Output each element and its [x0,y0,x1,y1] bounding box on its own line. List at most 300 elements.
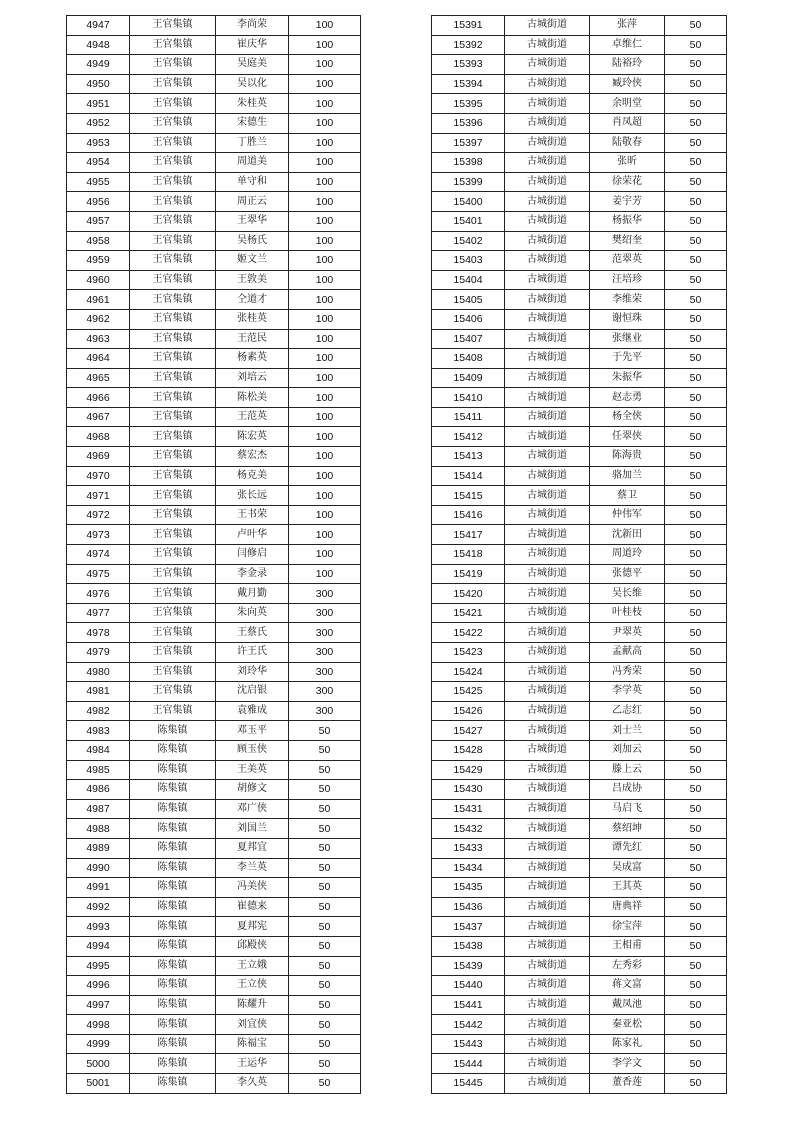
name-cell: 陈松美 [216,388,289,408]
name-cell: 陈海贵 [590,447,665,467]
name-cell: 李兰英 [216,858,289,878]
town-cell: 王官集镇 [130,55,216,75]
name-cell: 夏邦宜 [216,838,289,858]
row-number-cell: 15434 [432,858,505,878]
town-cell: 古城街道 [505,721,590,741]
row-number-cell: 4978 [67,623,130,643]
town-cell: 陈集镇 [130,1074,216,1094]
name-cell: 陈福宝 [216,1034,289,1054]
amount-cell: 100 [289,349,361,369]
name-cell: 吴成富 [590,858,665,878]
name-cell: 谢恒珠 [590,309,665,329]
name-cell: 王范民 [216,329,289,349]
table-row [432,172,727,192]
name-cell: 卓维仁 [590,35,665,55]
row-number-cell: 4975 [67,564,130,584]
town-cell: 古城街道 [505,976,590,996]
name-cell: 谭先红 [590,838,665,858]
town-cell: 古城街道 [505,917,590,937]
amount-cell: 50 [289,1074,361,1094]
table-row [67,858,361,878]
table-row [67,760,361,780]
town-cell: 王官集镇 [130,16,216,36]
row-number-cell: 15443 [432,1034,505,1054]
table-row [67,838,361,858]
town-cell: 陈集镇 [130,799,216,819]
name-cell: 崔庆华 [216,35,289,55]
row-number-cell: 4971 [67,486,130,506]
amount-cell: 100 [289,16,361,36]
amount-cell: 100 [289,290,361,310]
town-cell: 古城街道 [505,447,590,467]
row-number-cell: 15398 [432,153,505,173]
row-number-cell: 4981 [67,682,130,702]
name-cell: 朱桂英 [216,94,289,114]
name-cell: 李尚荣 [216,16,289,36]
row-number-cell: 15393 [432,55,505,75]
table-row [67,251,361,271]
row-number-cell: 15427 [432,721,505,741]
name-cell: 吴庭美 [216,55,289,75]
table-row [67,55,361,75]
amount-cell: 50 [665,643,727,663]
name-cell: 朱振华 [590,368,665,388]
table-row [432,603,727,623]
town-cell: 陈集镇 [130,956,216,976]
table-row [67,976,361,996]
name-cell: 冯秀荣 [590,662,665,682]
amount-cell: 100 [289,545,361,565]
row-number-cell: 15433 [432,838,505,858]
town-cell: 古城街道 [505,251,590,271]
amount-cell: 50 [665,525,727,545]
table-row [432,309,727,329]
amount-cell: 50 [665,16,727,36]
amount-cell: 50 [665,936,727,956]
name-cell: 张桂英 [216,309,289,329]
town-cell: 王官集镇 [130,133,216,153]
name-cell: 于先平 [590,349,665,369]
row-number-cell: 15431 [432,799,505,819]
town-cell: 陈集镇 [130,1054,216,1074]
amount-cell: 300 [289,643,361,663]
amount-cell: 100 [289,211,361,231]
town-cell: 王官集镇 [130,447,216,467]
name-cell: 张长远 [216,486,289,506]
town-cell: 古城街道 [505,1054,590,1074]
row-number-cell: 15439 [432,956,505,976]
table-row [67,1054,361,1074]
row-number-cell: 4965 [67,368,130,388]
table-row [67,447,361,467]
row-number-cell: 4957 [67,211,130,231]
amount-cell: 50 [665,721,727,741]
amount-cell: 50 [665,231,727,251]
amount-cell: 50 [665,35,727,55]
amount-cell: 50 [665,329,727,349]
table-row [432,427,727,447]
amount-cell: 50 [665,1034,727,1054]
town-cell: 王官集镇 [130,603,216,623]
name-cell: 骆加兰 [590,466,665,486]
row-number-cell: 4955 [67,172,130,192]
table-row [432,564,727,584]
row-number-cell: 15406 [432,309,505,329]
table-row [67,564,361,584]
row-number-cell: 15409 [432,368,505,388]
town-cell: 王官集镇 [130,486,216,506]
name-cell: 刘加云 [590,740,665,760]
amount-cell: 100 [289,172,361,192]
town-cell: 王官集镇 [130,35,216,55]
right-roster-table [431,15,727,1094]
town-cell: 古城街道 [505,329,590,349]
town-cell: 陈集镇 [130,976,216,996]
name-cell: 陆敬春 [590,133,665,153]
name-cell: 臧玲侠 [590,74,665,94]
table-row [67,349,361,369]
town-cell: 王官集镇 [130,564,216,584]
row-number-cell: 15430 [432,780,505,800]
row-number-cell: 4968 [67,427,130,447]
town-cell: 古城街道 [505,368,590,388]
table-row [67,995,361,1015]
table-row [67,662,361,682]
town-cell: 王官集镇 [130,309,216,329]
table-row [432,584,727,604]
name-cell: 张昕 [590,153,665,173]
name-cell: 仝道才 [216,290,289,310]
row-number-cell: 4951 [67,94,130,114]
name-cell: 王翠华 [216,211,289,231]
table-row [432,799,727,819]
row-number-cell: 4962 [67,309,130,329]
town-cell: 王官集镇 [130,192,216,212]
table-row [432,643,727,663]
amount-cell: 50 [665,701,727,721]
table-row [67,133,361,153]
table-row [67,682,361,702]
name-cell: 刘培云 [216,368,289,388]
town-cell: 王官集镇 [130,701,216,721]
amount-cell: 100 [289,427,361,447]
town-cell: 古城街道 [505,349,590,369]
table-row [67,270,361,290]
row-number-cell: 4958 [67,231,130,251]
town-cell: 古城街道 [505,153,590,173]
left-table-body [67,16,361,1094]
town-cell: 古城街道 [505,780,590,800]
town-cell: 王官集镇 [130,407,216,427]
row-number-cell: 15437 [432,917,505,937]
town-cell: 古城街道 [505,211,590,231]
name-cell: 王蔡氏 [216,623,289,643]
row-number-cell: 4990 [67,858,130,878]
amount-cell: 50 [289,897,361,917]
amount-cell: 100 [289,466,361,486]
name-cell: 马启飞 [590,799,665,819]
name-cell: 李久英 [216,1074,289,1094]
name-cell: 左秀彩 [590,956,665,976]
name-cell: 陆裕玲 [590,55,665,75]
row-number-cell: 5000 [67,1054,130,1074]
town-cell: 王官集镇 [130,466,216,486]
table-row [67,819,361,839]
table-row [67,211,361,231]
amount-cell: 50 [665,760,727,780]
town-cell: 古城街道 [505,1074,590,1094]
amount-cell: 50 [665,251,727,271]
town-cell: 陈集镇 [130,878,216,898]
amount-cell: 100 [289,74,361,94]
amount-cell: 50 [665,113,727,133]
row-number-cell: 15418 [432,545,505,565]
name-cell: 戴月勤 [216,584,289,604]
table-row [67,407,361,427]
name-cell: 宋德生 [216,113,289,133]
amount-cell: 50 [665,878,727,898]
amount-cell: 50 [665,290,727,310]
town-cell: 古城街道 [505,858,590,878]
table-row [67,16,361,36]
row-number-cell: 15426 [432,701,505,721]
row-number-cell: 15435 [432,878,505,898]
name-cell: 张萍 [590,16,665,36]
amount-cell: 50 [289,1034,361,1054]
amount-cell: 50 [665,564,727,584]
town-cell: 古城街道 [505,545,590,565]
town-cell: 古城街道 [505,701,590,721]
table-row [67,74,361,94]
amount-cell: 50 [665,819,727,839]
row-number-cell: 15410 [432,388,505,408]
town-cell: 王官集镇 [130,368,216,388]
town-cell: 古城街道 [505,466,590,486]
table-row [67,505,361,525]
table-row [432,35,727,55]
town-cell: 王官集镇 [130,545,216,565]
table-row [432,995,727,1015]
table-row [67,486,361,506]
town-cell: 王官集镇 [130,153,216,173]
amount-cell: 50 [665,505,727,525]
name-cell: 李维荣 [590,290,665,310]
row-number-cell: 15416 [432,505,505,525]
name-cell: 卢叶华 [216,525,289,545]
name-cell: 王立侠 [216,976,289,996]
amount-cell: 100 [289,94,361,114]
row-number-cell: 15404 [432,270,505,290]
amount-cell: 50 [665,780,727,800]
row-number-cell: 15396 [432,113,505,133]
name-cell: 滕上云 [590,760,665,780]
amount-cell: 50 [665,799,727,819]
row-number-cell: 4983 [67,721,130,741]
amount-cell: 50 [665,545,727,565]
row-number-cell: 4986 [67,780,130,800]
name-cell: 唐典祥 [590,897,665,917]
amount-cell: 100 [289,447,361,467]
row-number-cell: 15428 [432,740,505,760]
name-cell: 吴长维 [590,584,665,604]
amount-cell: 50 [665,211,727,231]
name-cell: 许王氏 [216,643,289,663]
name-cell: 刘玲华 [216,662,289,682]
town-cell: 陈集镇 [130,936,216,956]
town-cell: 古城街道 [505,427,590,447]
row-number-cell: 4991 [67,878,130,898]
table-row [432,819,727,839]
town-cell: 古城街道 [505,525,590,545]
town-cell: 古城街道 [505,231,590,251]
name-cell: 王立娥 [216,956,289,976]
town-cell: 古城街道 [505,1015,590,1035]
town-cell: 古城街道 [505,897,590,917]
row-number-cell: 15425 [432,682,505,702]
table-row [67,466,361,486]
amount-cell: 50 [289,838,361,858]
town-cell: 王官集镇 [130,349,216,369]
table-row [432,838,727,858]
name-cell: 吕成协 [590,780,665,800]
amount-cell: 50 [665,55,727,75]
amount-cell: 50 [289,995,361,1015]
left-roster-table [66,15,361,1094]
amount-cell: 100 [289,192,361,212]
town-cell: 古城街道 [505,270,590,290]
name-cell: 陈宏英 [216,427,289,447]
amount-cell: 100 [289,486,361,506]
table-row [67,113,361,133]
row-number-cell: 4967 [67,407,130,427]
row-number-cell: 15419 [432,564,505,584]
town-cell: 王官集镇 [130,682,216,702]
amount-cell: 100 [289,505,361,525]
table-row [432,486,727,506]
town-cell: 陈集镇 [130,721,216,741]
table-row [67,897,361,917]
row-number-cell: 4985 [67,760,130,780]
table-row [67,309,361,329]
amount-cell: 50 [665,858,727,878]
town-cell: 王官集镇 [130,94,216,114]
name-cell: 范翠英 [590,251,665,271]
name-cell: 董香莲 [590,1074,665,1094]
amount-cell: 50 [289,976,361,996]
town-cell: 王官集镇 [130,113,216,133]
row-number-cell: 4969 [67,447,130,467]
town-cell: 陈集镇 [130,858,216,878]
table-row [432,1015,727,1035]
row-number-cell: 15445 [432,1074,505,1094]
town-cell: 王官集镇 [130,623,216,643]
table-row [432,211,727,231]
row-number-cell: 5001 [67,1074,130,1094]
name-cell: 崔德来 [216,897,289,917]
row-number-cell: 4953 [67,133,130,153]
row-number-cell: 4964 [67,349,130,369]
name-cell: 蔡宏杰 [216,447,289,467]
name-cell: 赵志勇 [590,388,665,408]
amount-cell: 50 [665,74,727,94]
name-cell: 叶桂枝 [590,603,665,623]
amount-cell: 50 [665,427,727,447]
row-number-cell: 4973 [67,525,130,545]
town-cell: 古城街道 [505,290,590,310]
table-row [67,231,361,251]
name-cell: 李学文 [590,1054,665,1074]
row-number-cell: 15399 [432,172,505,192]
amount-cell: 100 [289,251,361,271]
row-number-cell: 4995 [67,956,130,976]
row-number-cell: 4989 [67,838,130,858]
table-row [432,701,727,721]
amount-cell: 100 [289,564,361,584]
amount-cell: 100 [289,35,361,55]
amount-cell: 50 [665,995,727,1015]
amount-cell: 50 [665,584,727,604]
table-row [432,388,727,408]
row-number-cell: 15415 [432,486,505,506]
table-row [67,368,361,388]
row-number-cell: 4963 [67,329,130,349]
table-row [67,603,361,623]
row-number-cell: 15414 [432,466,505,486]
name-cell: 王相甫 [590,936,665,956]
town-cell: 王官集镇 [130,662,216,682]
amount-cell: 50 [289,858,361,878]
amount-cell: 50 [289,760,361,780]
town-cell: 陈集镇 [130,819,216,839]
table-row [67,427,361,447]
name-cell: 姬文兰 [216,251,289,271]
amount-cell: 50 [665,740,727,760]
town-cell: 古城街道 [505,407,590,427]
table-row [432,231,727,251]
town-cell: 王官集镇 [130,290,216,310]
row-number-cell: 15400 [432,192,505,212]
name-cell: 秦亚松 [590,1015,665,1035]
town-cell: 古城街道 [505,1034,590,1054]
row-number-cell: 15405 [432,290,505,310]
name-cell: 陈耀升 [216,995,289,1015]
town-cell: 王官集镇 [130,329,216,349]
row-number-cell: 4992 [67,897,130,917]
name-cell: 张德平 [590,564,665,584]
name-cell: 沈启银 [216,682,289,702]
table-row [67,545,361,565]
table-row [432,505,727,525]
amount-cell: 100 [289,407,361,427]
row-number-cell: 15391 [432,16,505,36]
name-cell: 刘宜侠 [216,1015,289,1035]
amount-cell: 100 [289,309,361,329]
name-cell: 蔡绍坤 [590,819,665,839]
table-row [432,329,727,349]
name-cell: 刘士兰 [590,721,665,741]
table-row [432,133,727,153]
town-cell: 王官集镇 [130,643,216,663]
table-row [432,94,727,114]
row-number-cell: 4984 [67,740,130,760]
table-row [67,740,361,760]
amount-cell: 300 [289,682,361,702]
town-cell: 陈集镇 [130,760,216,780]
row-number-cell: 4993 [67,917,130,937]
name-cell: 余明堂 [590,94,665,114]
row-number-cell: 4949 [67,55,130,75]
town-cell: 陈集镇 [130,917,216,937]
